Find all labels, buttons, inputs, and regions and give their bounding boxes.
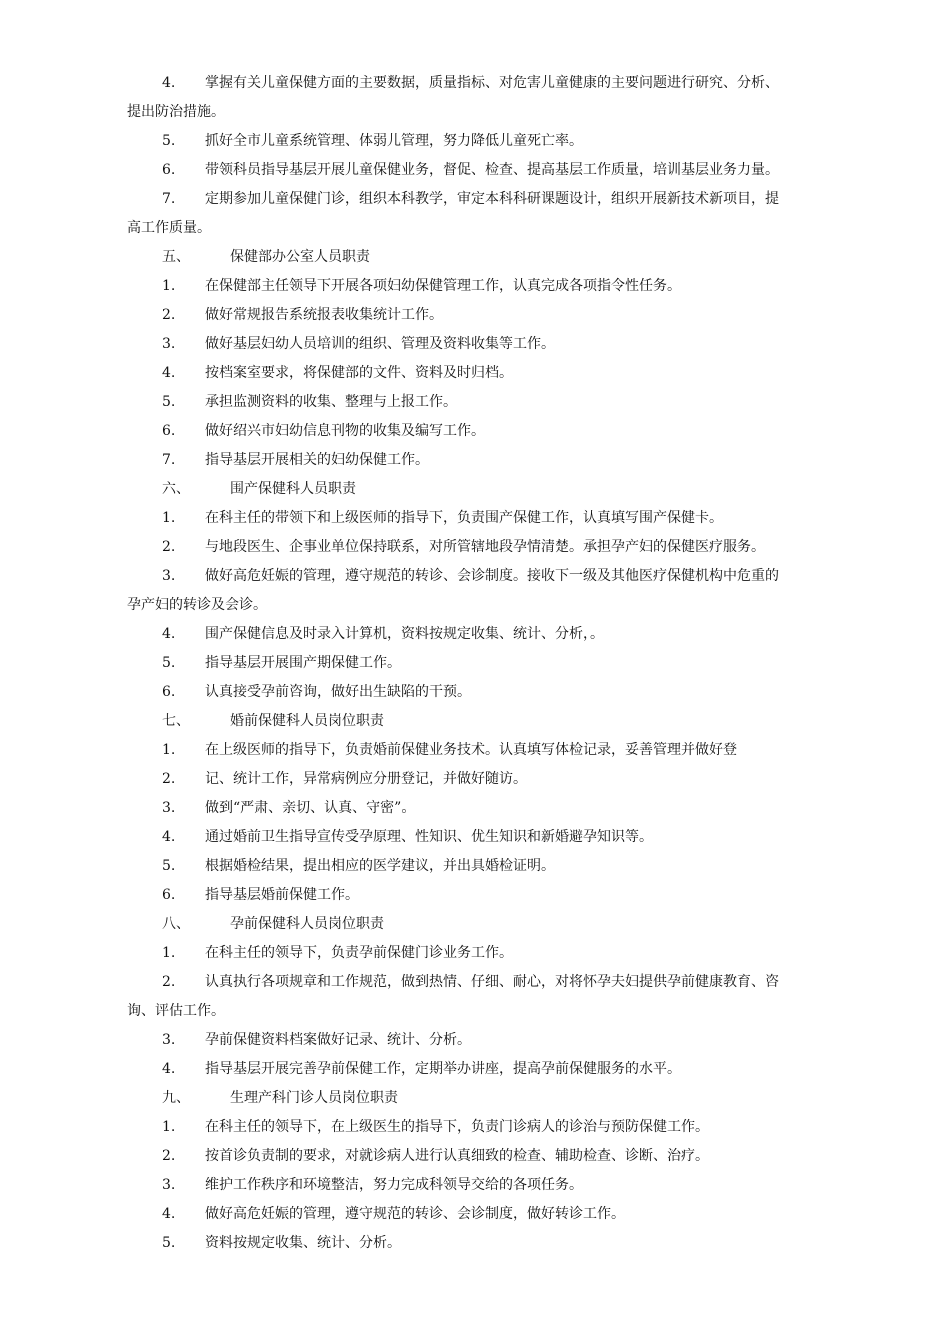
item-text: 做好常规报告系统报表收集统计工作。 <box>205 307 443 323</box>
item-text: 在科主任的带领下和上级医师的指导下，负责围产保健工作，认真填写围产保健卡。 <box>205 510 723 526</box>
list-item <box>127 1142 825 1171</box>
item-number: 7. <box>162 191 176 207</box>
item-text: 指导基层开展围产期保健工作。 <box>205 655 401 671</box>
item-text: 认真接受孕前咨询，做好出生缺陷的干预。 <box>205 684 471 700</box>
list-item <box>127 69 825 98</box>
section-heading <box>127 707 825 736</box>
item-text: 在上级医师的指导下，负责婚前保健业务技术。认真填写体检记录，妥善管理并做好登 <box>205 742 737 758</box>
section-number: 五、 <box>162 249 190 265</box>
item-text: 做好绍兴市妇幼信息刊物的收集及编写工作。 <box>205 423 485 439</box>
item-number: 4. <box>162 829 176 845</box>
item-text: 在保健部主任领导下开展各项妇幼保健管理工作，认真完成各项指令性任务。 <box>205 278 681 294</box>
item-text: 高工作质量。 <box>127 220 211 236</box>
item-number: 5. <box>162 858 176 874</box>
item-number: 5. <box>162 394 176 410</box>
item-text: 记、统计工作，异常病例应分册登记，并做好随访。 <box>205 771 527 787</box>
item-number: 2. <box>162 771 176 787</box>
item-number: 1. <box>162 945 176 961</box>
section-heading <box>127 1084 825 1113</box>
item-text: 在科主任的领导下，在上级医生的指导下，负责门诊病人的诊治与预防保健工作。 <box>205 1119 709 1135</box>
item-text: 孕前保健资料档案做好记录、统计、分析。 <box>205 1032 471 1048</box>
item-text: 询、评估工作。 <box>127 1003 225 1019</box>
item-continuation <box>127 98 825 127</box>
section-heading <box>127 243 825 272</box>
section-number: 七、 <box>162 713 190 729</box>
section-title: 围产保健科人员职责 <box>230 481 356 497</box>
section-title: 保健部办公室人员职责 <box>230 249 370 265</box>
section-heading <box>127 475 825 504</box>
item-text: 做到“严肃、亲切、认真、守密”。 <box>205 800 416 816</box>
list-item <box>127 1200 825 1229</box>
item-number: 4. <box>162 1206 176 1222</box>
item-text: 围产保健信息及时录入计算机，资料按规定收集、统计、分析，。 <box>205 626 604 642</box>
list-item <box>127 620 825 649</box>
list-item <box>127 330 825 359</box>
item-continuation <box>127 591 825 620</box>
item-number: 2. <box>162 307 176 323</box>
list-item <box>127 736 825 765</box>
item-text: 指导基层婚前保健工作。 <box>205 887 359 903</box>
item-number: 2. <box>162 1148 176 1164</box>
section-title: 孕前保健科人员岗位职责 <box>230 916 384 932</box>
list-item <box>127 678 825 707</box>
item-text: 孕产妇的转诊及会诊。 <box>127 597 267 613</box>
list-item <box>127 823 825 852</box>
list-item <box>127 794 825 823</box>
list-item <box>127 881 825 910</box>
item-number: 4. <box>162 626 176 642</box>
item-text: 做好高危妊娠的管理，遵守规范的转诊、会诊制度。接收下一级及其他医疗保健机构中危重的 <box>205 568 779 584</box>
section-heading <box>127 910 825 939</box>
item-number: 1. <box>162 1119 176 1135</box>
list-item <box>127 1229 825 1258</box>
item-number: 3. <box>162 1177 176 1193</box>
item-text: 按档案室要求，将保健部的文件、资料及时归档。 <box>205 365 513 381</box>
list-item <box>127 446 825 475</box>
list-item <box>127 359 825 388</box>
item-text: 根据婚检结果，提出相应的医学建议，并出具婚检证明。 <box>205 858 555 874</box>
item-continuation <box>127 214 825 243</box>
item-number: 3. <box>162 800 176 816</box>
item-text: 做好高危妊娠的管理，遵守规范的转诊、会诊制度，做好转诊工作。 <box>205 1206 625 1222</box>
item-number: 6. <box>162 162 176 178</box>
item-number: 3. <box>162 336 176 352</box>
list-item <box>127 417 825 446</box>
item-continuation <box>127 997 825 1026</box>
section-title: 婚前保健科人员岗位职责 <box>230 713 384 729</box>
item-number: 5. <box>162 1235 176 1251</box>
item-text: 抓好全市儿童系统管理、体弱儿管理，努力降低儿童死亡率。 <box>205 133 583 149</box>
item-text: 带领科员指导基层开展儿童保健业务，督促、检查、提高基层工作质量，培训基层业务力量。 <box>205 162 779 178</box>
item-number: 1. <box>162 278 176 294</box>
item-number: 2. <box>162 539 176 555</box>
list-item <box>127 765 825 794</box>
list-item <box>127 1026 825 1055</box>
item-text: 做好基层妇幼人员培训的组织、管理及资料收集等工作。 <box>205 336 555 352</box>
list-item <box>127 156 825 185</box>
item-number: 2. <box>162 974 176 990</box>
list-item <box>127 1055 825 1084</box>
item-text: 通过婚前卫生指导宣传受孕原理、性知识、优生知识和新婚避孕知识等。 <box>205 829 653 845</box>
item-text: 与地段医生、企事业单位保持联系，对所管辖地段孕情清楚。承担孕产妇的保健医疗服务。 <box>205 539 765 555</box>
list-item <box>127 562 825 591</box>
item-text: 定期参加儿童保健门诊，组织本科教学，审定本科科研课题设计，组织开展新技术新项目，提 <box>205 191 779 207</box>
item-number: 3. <box>162 568 176 584</box>
list-item <box>127 272 825 301</box>
item-text: 维护工作秩序和环境整洁，努力完成科领导交给的各项任务。 <box>205 1177 583 1193</box>
section-number: 六、 <box>162 481 190 497</box>
section-number: 九、 <box>162 1090 190 1106</box>
list-item <box>127 127 825 156</box>
list-item <box>127 968 825 997</box>
item-text: 指导基层开展相关的妇幼保健工作。 <box>205 452 429 468</box>
item-number: 4. <box>162 365 176 381</box>
item-number: 4. <box>162 1061 176 1077</box>
item-number: 3. <box>162 1032 176 1048</box>
item-text: 在科主任的领导下，负责孕前保健门诊业务工作。 <box>205 945 513 961</box>
item-number: 5. <box>162 133 176 149</box>
list-item <box>127 1113 825 1142</box>
list-item <box>127 388 825 417</box>
item-number: 1. <box>162 510 176 526</box>
section-number: 八、 <box>162 916 190 932</box>
item-number: 4. <box>162 75 176 91</box>
list-item <box>127 649 825 678</box>
list-item <box>127 185 825 214</box>
item-text: 按首诊负责制的要求，对就诊病人进行认真细致的检查、辅助检查、诊断、治疗。 <box>205 1148 709 1164</box>
item-number: 1. <box>162 742 176 758</box>
item-text: 掌握有关儿童保健方面的主要数据，质量指标、对危害儿童健康的主要问题进行研究、分析、 <box>205 75 779 91</box>
list-item <box>127 504 825 533</box>
item-text: 提出防治措施。 <box>127 104 225 120</box>
list-item <box>127 852 825 881</box>
item-number: 5. <box>162 655 176 671</box>
list-item <box>127 1171 825 1200</box>
list-item <box>127 533 825 562</box>
list-item <box>127 939 825 968</box>
item-text: 指导基层开展完善孕前保健工作，定期举办讲座，提高孕前保健服务的水平。 <box>205 1061 681 1077</box>
item-number: 6. <box>162 887 176 903</box>
list-item <box>127 301 825 330</box>
item-number: 7. <box>162 452 176 468</box>
item-number: 6. <box>162 423 176 439</box>
item-text: 认真执行各项规章和工作规范，做到热情、仔细、耐心，对将怀孕夫妇提供孕前健康教育、咨 <box>205 974 779 990</box>
item-number: 6. <box>162 684 176 700</box>
item-text: 资料按规定收集、统计、分析。 <box>205 1235 401 1251</box>
section-title: 生理产科门诊人员岗位职责 <box>230 1090 398 1106</box>
item-text: 承担监测资料的收集、整理与上报工作。 <box>205 394 457 410</box>
